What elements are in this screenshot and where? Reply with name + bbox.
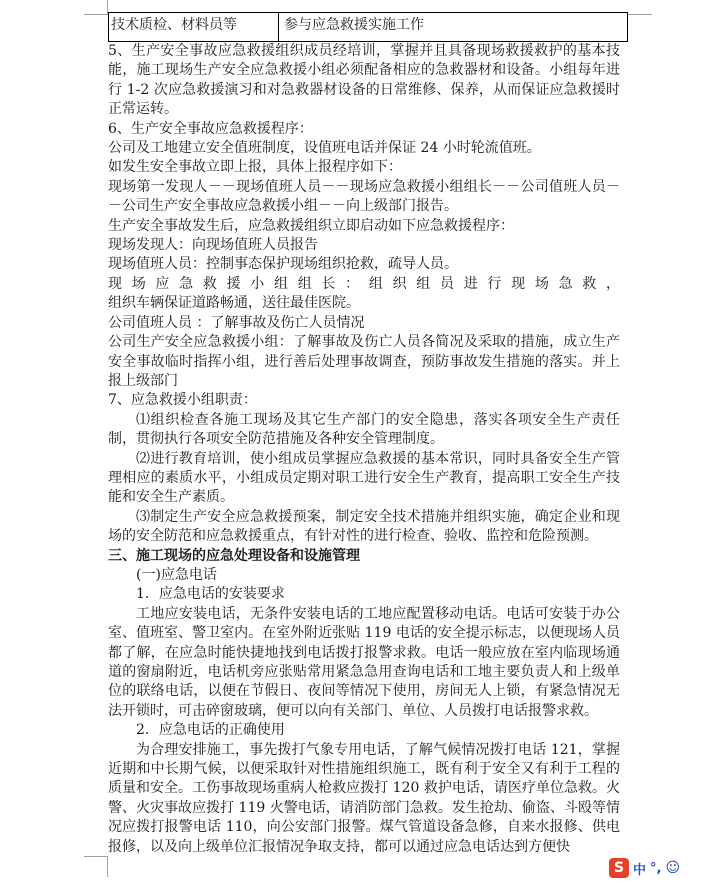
paragraph: 为合理安排施工，事先拨打气象专用电话，了解气候情况拨打电话 121，掌握近期和中长期气候，以便采取针对性措施组织施工，既有利于安全又有利于工程的质量和安全。工伤事故现场重病人枪救应拨打 120 救护电话，请医疗单位急救。火警、火灾事故应拨打 119 火警电话，请消防部门急救。发生抢劫、偷盗、斗殴等情况应拨打报警电话 110，向公安部门报警。煤气管道设备急修，自来水报修、供电报修，以及向上级单位汇报情况争取支持，都可以通过应急电话达到方便快 — [108, 741, 620, 855]
paragraph: ⑵进行教育培训，使小组成员掌握应急救援的基本常识，同时具备安全生产管理相应的素质水平，小组成员定期对职工进行安全生产教育，提高职工安全生产技能和安全生产素质。 — [108, 450, 620, 506]
crop-mark-bottom-left-v — [107, 857, 108, 877]
paragraph: 公司值班人员 ：了解事故及伤亡人员情况 — [108, 314, 365, 331]
paragraph: 6、生产安全事故应急救援程序： — [108, 120, 313, 137]
paragraph: 生产安全事故发生后，应急救援组织立即启动如下应急救援程序： — [108, 217, 514, 234]
paragraph: 7、应急救援小组职责： — [108, 392, 257, 409]
paragraph: 2．应急电话的正确使用 — [136, 722, 285, 739]
paragraph: 公司生产安全应急救援小组：了解事故及伤亡人员各简况及采取的措施，成立生产安全事故临时指挥小组，进行善后处理事故调查，预防事故发生措施的落实。并上报上级部门 — [108, 334, 620, 389]
crop-mark-top-right-h — [628, 14, 652, 15]
sogou-ime-icon[interactable]: S — [609, 858, 629, 878]
paragraph: 现场第一发现人－－现场值班人员－－现场应急救援小组组长－－公司值班人员－－公司生产安全事故应急救援小组－－向上级部门报告。 — [108, 178, 620, 215]
ime-emoji-icon[interactable]: ☺ — [665, 860, 681, 876]
paragraph: 工地应安装电话，无条件安装电话的工地应配置移动电话。电话可安装于办公室、值班室、警卫室内。在室外附近张贴 119 电话的安全提示标志，以便现场人员都了解，在应急时能快捷地找到电话拨打报警求救。电话一般应放在室内临现场通道的窗扇附近，电话机旁应张贴常用紧急急用查询电话和工地主要负责人和上级单位的联络电话，以便在节假日、夜间等情况下使用，房间无人上锁，有紧急情况无法开锁时，可击碎窗玻璃，便可以向有关部门、单位、人员拨打电话报警求救。 — [108, 605, 620, 719]
paragraph: 现场发现人：向现场值班人员报告 — [108, 237, 318, 254]
table-cell-duty: 参与应急救援实施工作 — [284, 17, 424, 33]
paragraph: 现场应急救援小组组长：组织组员进行现场急救， — [108, 275, 620, 292]
document-body — [108, 42, 620, 857]
paragraph: 公司及工地建立安全值班制度，设值班电话并保证 24 小时轮流值班。 — [108, 140, 541, 157]
crop-mark-bottom-left-h — [84, 856, 108, 857]
responsibility-table-row — [108, 12, 628, 42]
paragraph: 5、生产安全事故应急救援组织成员经培训，掌握并且具备现场救援救护的基本技能，施工现场生产安全应急救援小组必须配备相应的急救器材和设备。小组每年进行 1-2 次应急救援演习和对急救器材设备的日常维修、保养，从而保证应急救援时正常运转。 — [108, 43, 620, 118]
paragraph: 三、施工现场的应急处理设备和设施管理 — [108, 547, 360, 564]
table-cell-role: 技术质检、材料员等 — [109, 13, 279, 41]
ime-punctuation-toggle[interactable]: °, — [650, 860, 662, 876]
paragraph: 如发生安全事故立即上报，具体上报程序如下： — [108, 159, 402, 176]
ime-language-toggle[interactable]: 中 — [633, 862, 647, 878]
paragraph: 组织车辆保证道路畅通，送往最佳医院。 — [108, 295, 360, 312]
paragraph: (一)应急电话 — [136, 566, 217, 583]
paragraph: ⑴组织检查各施工现场及其它生产部门的安全隐患，落实各项安全生产责任制，贯彻执行各项安全防范措施及各种安全管理制度。 — [108, 411, 620, 448]
crop-mark-top-left-h — [84, 14, 108, 15]
ime-toolbar[interactable] — [603, 853, 721, 883]
paragraph: 1．应急电话的安装要求 — [136, 586, 285, 603]
paragraph: ⑶制定生产安全应急救援预案，制定安全技术措施并组织实施，确定企业和现场的安全防范和应急救援重点，有针对性的进行检查、验收、监控和危险预测。 — [108, 508, 620, 545]
paragraph: 现场值班人员：控制事态保护现场组织抢救，疏导人员。 — [108, 256, 458, 273]
